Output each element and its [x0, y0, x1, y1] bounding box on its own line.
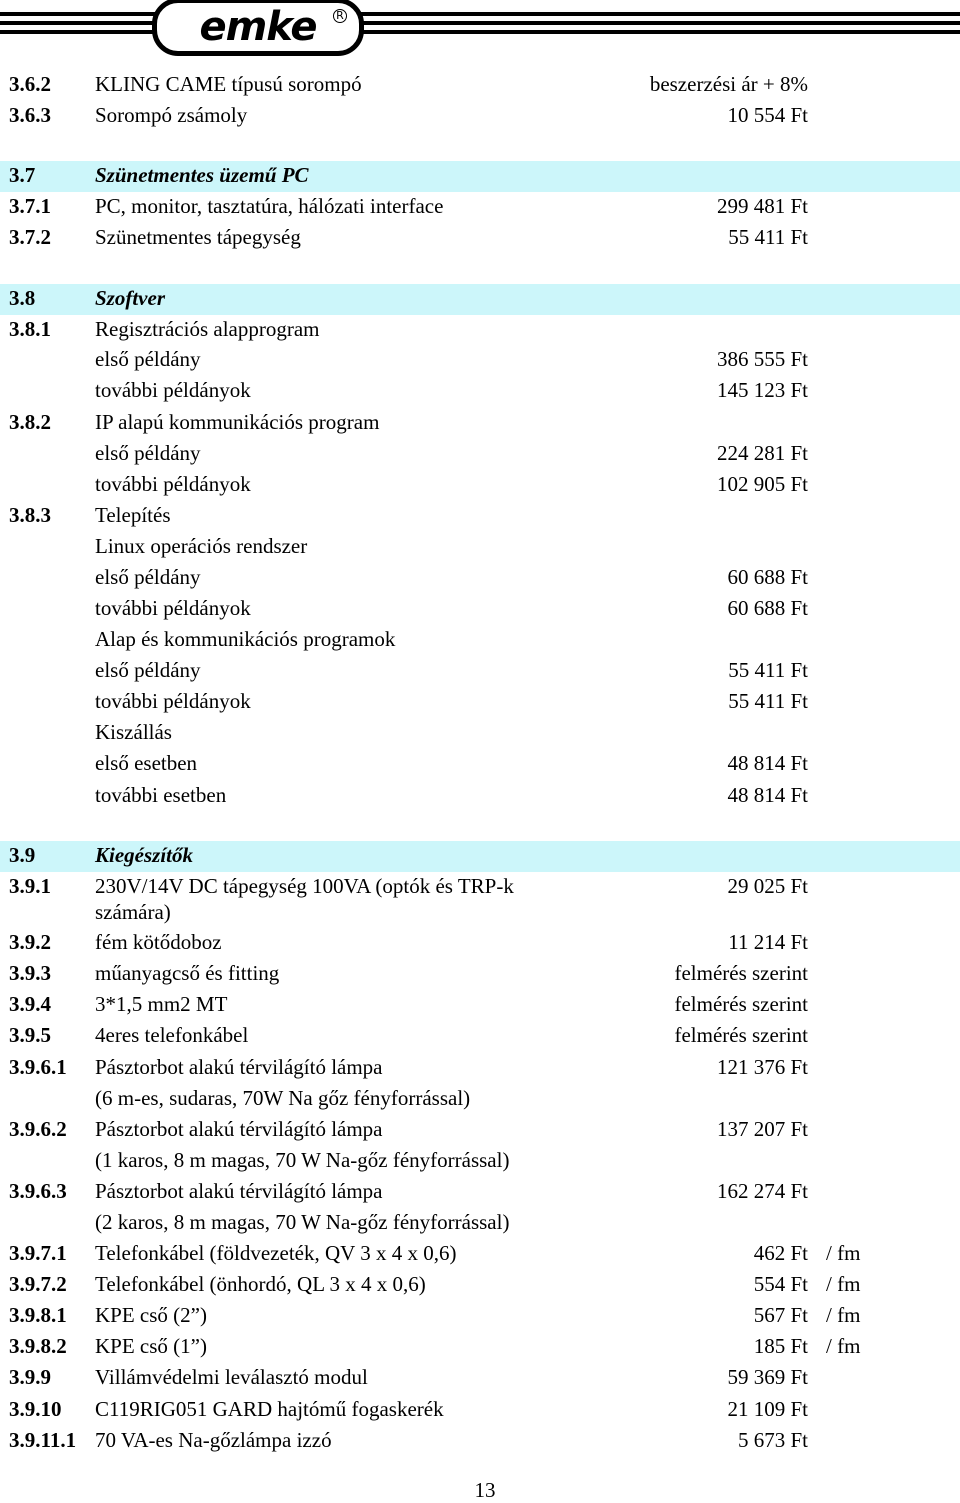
item-price: 55 411 Ft: [728, 689, 808, 713]
price-row: [0, 781, 960, 812]
price-row: [0, 1426, 960, 1457]
price-row: [0, 1084, 960, 1115]
item-description: KPE cső (1”): [95, 1334, 207, 1358]
item-description: (6 m-es, sudaras, 70W Na gőz fényforrással): [95, 1086, 471, 1110]
item-price: 137 207 Ft: [716, 1117, 808, 1141]
price-row: [0, 959, 960, 990]
item-price: 185 Ft: [753, 1334, 808, 1358]
item-description: első példány: [95, 565, 201, 589]
item-description: 70 VA-es Na-gőzlámpa izzó: [95, 1428, 332, 1452]
item-number: 3.9.8.2: [9, 1334, 67, 1358]
item-description: 3*1,5 mm2 MT: [95, 992, 228, 1016]
price-row: [0, 192, 960, 223]
price-row: [0, 1239, 960, 1270]
price-row: [0, 594, 960, 625]
item-unit: / fm: [826, 1303, 861, 1327]
item-price: felmérés szerint: [674, 992, 808, 1016]
page-number: 13: [474, 1478, 496, 1502]
item-number: 3.9.10: [9, 1397, 62, 1421]
item-number: 3.8.3: [9, 503, 51, 527]
item-number: 3.9.6.1: [9, 1055, 67, 1079]
item-description: Szoftver: [95, 286, 165, 310]
item-unit: / fm: [826, 1272, 861, 1296]
item-price: 224 281 Ft: [716, 441, 808, 465]
price-row: [0, 439, 960, 470]
item-price: 55 411 Ft: [728, 658, 808, 682]
item-price: 48 814 Ft: [727, 783, 808, 807]
item-price: 554 Ft: [753, 1272, 808, 1296]
item-description: Telefonkábel (önhordó, QL 3 x 4 x 0,6): [95, 1272, 426, 1296]
item-description: Kiegészítők: [95, 843, 193, 867]
item-description: Linux operációs rendszer: [95, 534, 308, 558]
logo-text: emke: [199, 4, 317, 50]
item-description: Kiszállás: [95, 720, 172, 744]
price-row: [0, 501, 960, 532]
header-logo-bar: [0, 0, 960, 60]
price-row: [0, 345, 960, 376]
item-price: 60 688 Ft: [727, 565, 808, 589]
item-description: további példányok: [95, 596, 251, 620]
item-description: Regisztrációs alapprogram: [95, 317, 320, 341]
price-row: [0, 1270, 960, 1301]
item-number: 3.9.2: [9, 930, 51, 954]
item-price: 567 Ft: [753, 1303, 808, 1327]
item-number: 3.9.8.1: [9, 1303, 67, 1327]
registered-mark-icon: R: [333, 9, 347, 23]
item-number: 3.8: [9, 286, 36, 310]
item-price: 386 555 Ft: [716, 347, 808, 371]
item-number: 3.9.11.1: [9, 1428, 77, 1452]
price-row: [0, 928, 960, 959]
item-unit: / fm: [826, 1241, 861, 1265]
item-description: első példány: [95, 658, 201, 682]
item-price: felmérés szerint: [674, 961, 808, 985]
item-description: fém kötődoboz: [95, 930, 222, 954]
item-description: további példányok: [95, 378, 251, 402]
item-description: (2 karos, 8 m magas, 70 W Na-gőz fényforrással): [95, 1210, 510, 1234]
item-number: 3.9.1: [9, 874, 51, 898]
item-description: további példányok: [95, 689, 251, 713]
item-price: 299 481 Ft: [716, 194, 808, 218]
item-price: felmérés szerint: [674, 1023, 808, 1047]
price-row: [0, 315, 960, 346]
item-number: 3.9.9: [9, 1365, 51, 1389]
item-description: Sorompó zsámoly: [95, 103, 248, 127]
price-row: [0, 1053, 960, 1084]
price-row: [0, 749, 960, 780]
item-description: 230V/14V DC tápegység 100VA (optók és TRP-k: [95, 874, 514, 898]
price-row: [0, 656, 960, 687]
price-row: [0, 376, 960, 407]
item-number: 3.7.2: [9, 225, 51, 249]
item-description: KLING CAME típusú sorompó: [95, 72, 362, 96]
item-description: IP alapú kommunikációs program: [95, 410, 380, 434]
item-price: 59 369 Ft: [727, 1365, 808, 1389]
item-number: 3.9.6.2: [9, 1117, 67, 1141]
item-price: 55 411 Ft: [728, 225, 808, 249]
item-price: 29 025 Ft: [727, 874, 808, 898]
item-description: Alap és kommunikációs programok: [95, 627, 396, 651]
item-description: KPE cső (2”): [95, 1303, 207, 1327]
item-description: első esetben: [95, 751, 198, 775]
item-price: 60 688 Ft: [727, 596, 808, 620]
item-number: 3.8.1: [9, 317, 51, 341]
item-description: (1 karos, 8 m magas, 70 W Na-gőz fényforrással): [95, 1148, 510, 1172]
price-row: [0, 563, 960, 594]
item-description: Szünetmentes üzemű PC: [95, 163, 309, 187]
header-rule-lines: [0, 12, 960, 39]
emke-logo: [152, 0, 364, 56]
item-description: Szünetmentes tápegység: [95, 225, 301, 249]
item-number: 3.9.3: [9, 961, 51, 985]
price-row: [0, 990, 960, 1021]
item-description: Pásztorbot alakú térvilágító lámpa: [95, 1179, 383, 1203]
item-price: 145 123 Ft: [716, 378, 808, 402]
price-row: [0, 408, 960, 439]
price-row: [0, 532, 960, 563]
item-price: 48 814 Ft: [727, 751, 808, 775]
item-price: 21 109 Ft: [727, 1397, 808, 1421]
item-description: első példány: [95, 441, 201, 465]
price-row: [0, 687, 960, 718]
item-price: 5 673 Ft: [737, 1428, 808, 1452]
item-number: 3.9: [9, 843, 36, 867]
section-header-row: [0, 841, 960, 872]
item-description: további példányok: [95, 472, 251, 496]
item-number: 3.9.7.2: [9, 1272, 67, 1296]
price-row: [0, 1395, 960, 1426]
price-row: [0, 1021, 960, 1052]
item-number: 3.7: [9, 163, 36, 187]
item-number: 3.6.2: [9, 72, 51, 96]
item-description: Telepítés: [95, 503, 171, 527]
item-price: 462 Ft: [753, 1241, 808, 1265]
item-number: 3.8.2: [9, 410, 51, 434]
price-row: [0, 1115, 960, 1146]
item-description: további esetben: [95, 783, 227, 807]
item-description: Villámvédelmi leválasztó modul: [95, 1365, 368, 1389]
item-price: 121 376 Ft: [716, 1055, 808, 1079]
section-header-row: [0, 284, 960, 315]
item-price: 11 214 Ft: [728, 930, 808, 954]
item-description: Pásztorbot alakú térvilágító lámpa: [95, 1117, 383, 1141]
price-row: [0, 1363, 960, 1394]
price-row: [0, 898, 960, 929]
price-row: [0, 1177, 960, 1208]
price-row: [0, 625, 960, 656]
price-row: [0, 470, 960, 501]
item-number: 3.6.3: [9, 103, 51, 127]
item-description: számára): [95, 900, 171, 924]
price-row: [0, 718, 960, 749]
item-price: 10 554 Ft: [727, 103, 808, 127]
price-row: [0, 1301, 960, 1332]
item-number: 3.7.1: [9, 194, 51, 218]
item-description: Telefonkábel (földvezeték, QV 3 x 4 x 0,6): [95, 1241, 457, 1265]
item-price: 102 905 Ft: [716, 472, 808, 496]
item-description: első példány: [95, 347, 201, 371]
price-row: [0, 1208, 960, 1239]
item-description: Pásztorbot alakú térvilágító lámpa: [95, 1055, 383, 1079]
price-row: [0, 70, 960, 101]
item-number: 3.9.7.1: [9, 1241, 67, 1265]
item-number: 3.9.6.3: [9, 1179, 67, 1203]
item-number: 3.9.4: [9, 992, 51, 1016]
item-description: C119RIG051 GARD hajtómű fogaskerék: [95, 1397, 444, 1421]
item-description: műanyagcső és fitting: [95, 961, 280, 985]
item-description: 4eres telefonkábel: [95, 1023, 249, 1047]
section-header-row: [0, 161, 960, 192]
item-description: PC, monitor, tasztatúra, hálózati interface: [95, 194, 444, 218]
item-price: beszerzési ár + 8%: [649, 72, 808, 96]
price-row: [0, 1332, 960, 1363]
price-row: [0, 1146, 960, 1177]
price-row: [0, 223, 960, 254]
price-row: [0, 101, 960, 132]
item-price: 162 274 Ft: [716, 1179, 808, 1203]
item-unit: / fm: [826, 1334, 861, 1358]
item-number: 3.9.5: [9, 1023, 51, 1047]
